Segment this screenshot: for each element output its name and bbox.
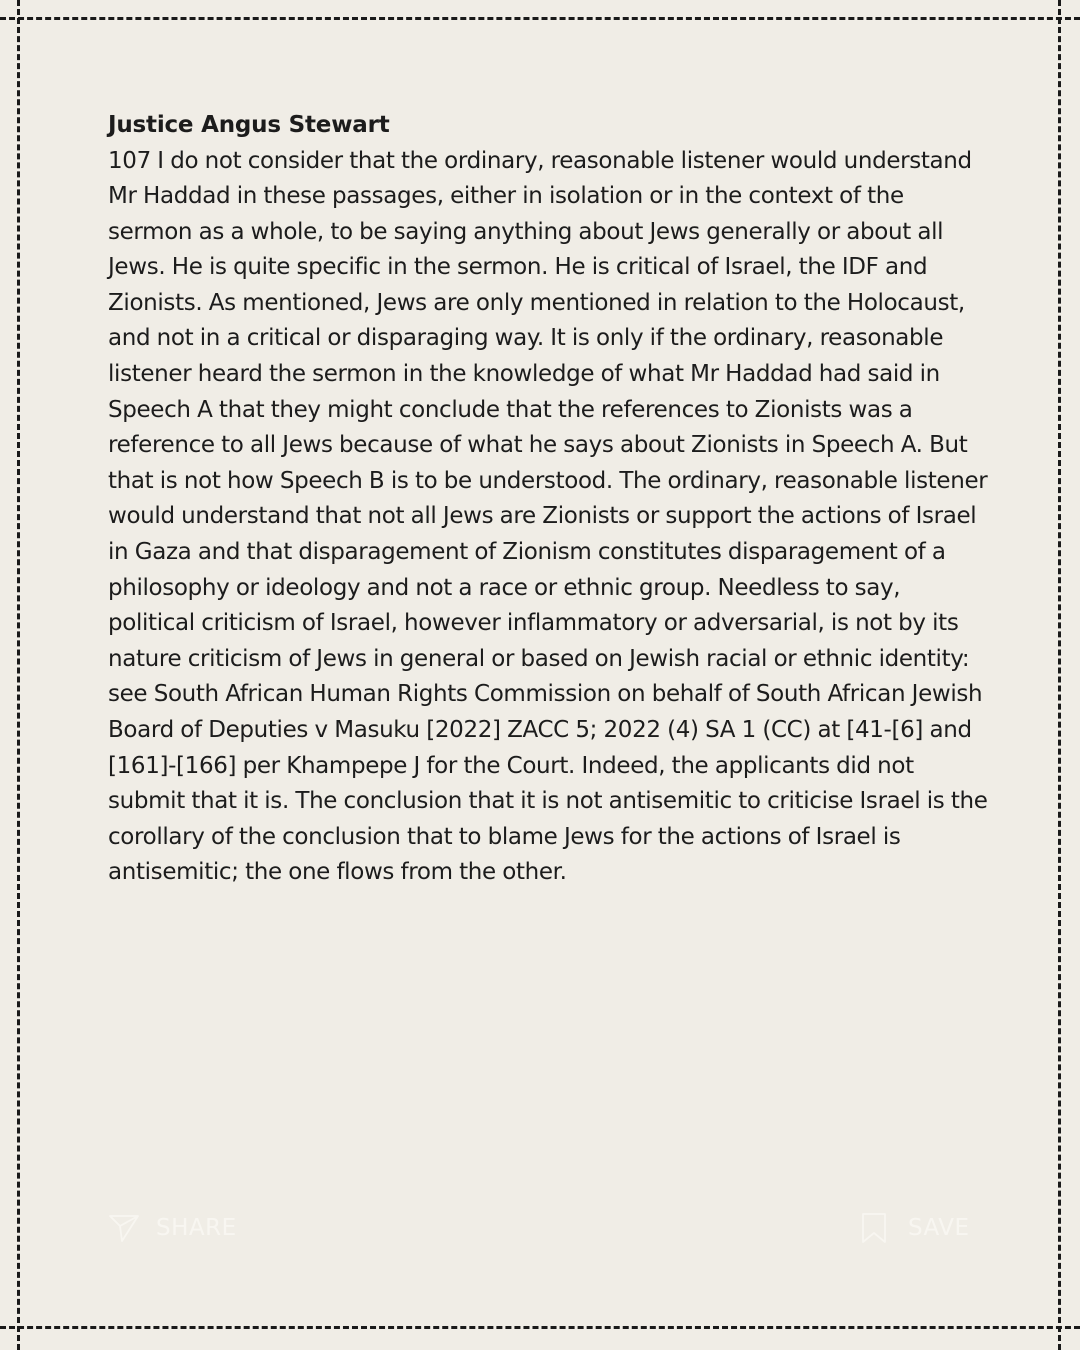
share-label: SHARE: [156, 1215, 237, 1241]
quote-paragraph: 107 I do not consider that the ordinary, reasonable listener would understand Mr Haddad in these passages, either in isolation or in the context of the sermon as a whole, to be saying anything about Jews generally or about all Jews. He is quite specific in the sermon. He is critical of Israel, the IDF and Zionists. As mentioned, Jews are only mentioned in relation to the Holocaust, and not in a critical or disparaging way. It is only if the ordinary, reasonable listener heard the sermon in the knowledge of what Mr Haddad had said in Speech A that they might conclude that the references to Zionists was a reference to all Jews because of what he says about Zionists in Speech A. But that is not how Speech B is to be understood. The ordinary, reasonable listener would understand that not all Jews are Zionists or support the actions of Israel in Gaza and that disparagement of Zionism constitutes disparagement of a philosophy or ideology and not a race or ethnic group. Needless to say, political criticism of Israel, however inflammatory or adversarial, is not by its nature criticism of Jews in general or based on Jewish racial or ethnic identity: see South African Human Rights Commission on behalf of South African Jewish Board of Deputies v Masuku [2022] ZACC 5; 2022 (4) SA 1 (CC) at [41-[6] and [161]-[166] per Khampepe J for the Court. Indeed, the applicants did not submit that it is. The conclusion that it is not antisemitic to criticise Israel is the corollary of the conclusion that to blame Jews for the actions of Israel is antisemitic; the one flows from the other.: [108, 147, 988, 886]
frame-border-left: [17, 0, 20, 1350]
share-button[interactable]: [108, 1210, 237, 1246]
frame-border-top: [0, 17, 1080, 20]
frame-border-bottom: [0, 1326, 1080, 1329]
author-name: Justice Angus Stewart: [108, 112, 390, 138]
frame-border-right: [1058, 0, 1061, 1350]
bookmark-icon: [860, 1212, 888, 1244]
save-label: SAVE: [908, 1215, 970, 1241]
post-content: [108, 108, 988, 891]
save-button[interactable]: [860, 1210, 970, 1246]
paper-plane-icon: [108, 1213, 140, 1243]
